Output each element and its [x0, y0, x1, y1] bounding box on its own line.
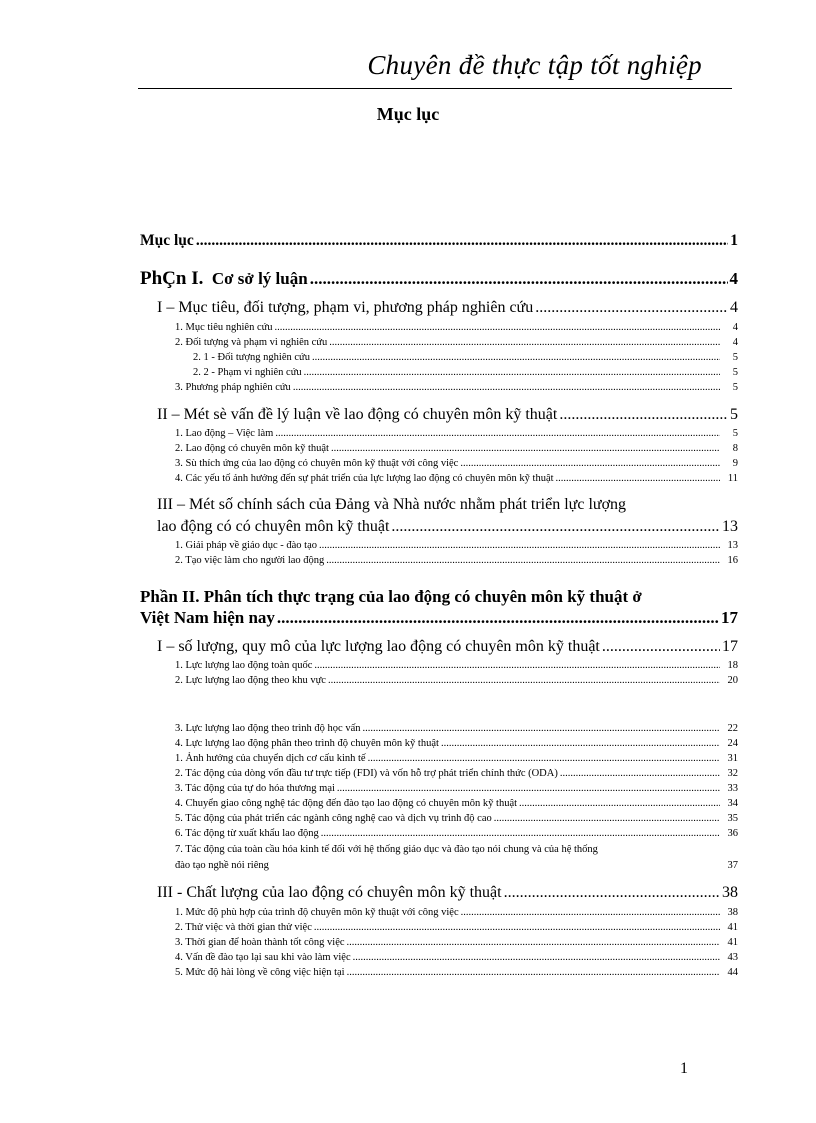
toc-item[interactable]: 5. Tác động của phát triển các ngành công nghệ cao và dịch vụ trình độ cao ..... 35 [175, 813, 738, 824]
toc-item[interactable]: 4. Các yếu tố ảnh hưởng đến sự phát triển của lực lượng lao động có chuyên môn kỹ thuật ..... 11 [175, 473, 738, 484]
toc-item[interactable]: 1. Ảnh hưởng của chuyển dịch cơ cấu kinh tế ..... 31 [175, 753, 738, 764]
toc-item[interactable]: 1. Lực lượng lao động toàn quốc ..... 18 [175, 660, 738, 671]
page-title: Mục lục [376, 104, 440, 124]
toc-item[interactable]: 6. Tác động từ xuất khẩu lao động ..... 36 [175, 828, 738, 839]
toc-item[interactable]: 3. Thời gian để hoàn thành tốt công việc ..... 41 [175, 937, 738, 948]
toc-subitem[interactable]: 2. 2 - Phạm vi nghiên cứu ..... 5 [193, 367, 738, 378]
toc-item[interactable]: 2. Thử việc và thời gian thử việc ..... 41 [175, 922, 738, 933]
toc-item-7-line1[interactable]: 7. Tác động của toàn cầu hóa kinh tế đối với hệ thống giáo dục và đào tạo nói chung và của hệ thống [175, 844, 598, 855]
toc-section-2-1[interactable]: I – số lượng, quy mô của lực lượng lao động có chuyên môn kỹ thuật ..... 17 [157, 638, 738, 656]
toc-item[interactable]: 2. Lao động có chuyên môn kỹ thuật ..... 8 [175, 443, 738, 454]
toc-item[interactable]: 1. Giải pháp về giáo dục - đào tạo ..... 13 [175, 540, 738, 551]
toc-item[interactable]: 2. Lực lượng lao động theo khu vực ..... 20 [175, 675, 738, 686]
toc-item[interactable]: 3. Phương pháp nghiên cứu ..... 5 [175, 382, 738, 393]
toc-subitem[interactable]: 2. 1 - Đối tượng nghiên cứu ..... 5 [193, 352, 738, 363]
toc-item[interactable]: 3. Tác động của tự do hóa thương mại ..... 33 [175, 783, 738, 794]
toc-item[interactable]: 1. Mức độ phù hợp của trình độ chuyên môn kỹ thuật với công việc ..... 38 [175, 907, 738, 918]
page-number: 1 [680, 1060, 688, 1077]
toc-item[interactable]: 4. Vấn đề đào tạo lại sau khi vào làm việc ..... 43 [175, 952, 738, 963]
toc-item[interactable]: 1. Mục tiêu nghiên cứu ..... 4 [175, 322, 738, 333]
toc-item[interactable]: 2. Đối tượng và phạm vi nghiên cứu ..... 4 [175, 337, 738, 348]
toc-item[interactable]: 1. Lao động – Việc làm ..... 5 [175, 428, 738, 439]
toc-section-1-1[interactable]: I – Mục tiêu, đối tượng, phạm vi, phương pháp nghiên cứu ..... 4 [157, 299, 738, 317]
toc-item[interactable]: 2. Tác động của dòng vốn đầu tư trực tiếp (FDI) và vốn hỗ trợ phát triển chính thức (ODA) ..... 32 [175, 768, 738, 779]
toc-section-2-3[interactable]: III - Chất lượng của lao động có chuyên môn kỹ thuật ..... 38 [157, 884, 738, 902]
header-title: Chuyên đề thực tập tốt nghiệp [367, 50, 702, 80]
toc-item[interactable]: 3. Lực lượng lao động theo trình độ học vấn ..... 22 [175, 723, 738, 734]
toc-item[interactable]: 4. Lực lượng lao động phân theo trình độ chuyên môn kỹ thuật ..... 24 [175, 738, 738, 749]
toc-item[interactable]: 5. Mức độ hài lòng về công việc hiện tại ..... 44 [175, 967, 738, 978]
toc-section-1-3[interactable]: lao động có có chuyên môn kỹ thuật ..... 13 [157, 518, 738, 536]
toc-item[interactable]: 2. Tạo việc làm cho người lao động ..... 16 [175, 555, 738, 566]
toc-item[interactable]: 4. Chuyển giao công nghệ tác động đến đào tạo lao động có chuyên môn kỹ thuật ..... 34 [175, 798, 738, 809]
toc-part-1[interactable]: PhÇn I. Cơ sở lý luận ..... 4 [140, 268, 738, 290]
toc-section-1-3-line1[interactable]: III – Mét số chính sách của Đảng và Nhà nước nhằm phát triển lực lượng [157, 496, 627, 513]
toc-entry-muc-luc[interactable]: Mục lục ..... 1 [140, 232, 738, 250]
toc-section-1-2[interactable]: II – Mét sè vấn đề lý luận về lao động có chuyên môn kỹ thuật ..... 5 [157, 406, 738, 424]
toc-item[interactable]: đào tạo nghề nói riêng 37 [175, 860, 738, 871]
toc-part-2-line1[interactable]: Phần II. Phân tích thực trạng của lao động có chuyên môn kỹ thuật ở [140, 587, 642, 606]
toc-item[interactable]: 3. Sù thích ứng của lao động có chuyên môn kỹ thuật với công việc ..... 9 [175, 458, 738, 469]
toc-part-2[interactable]: Việt Nam hiện nay ..... 17 [140, 608, 738, 628]
